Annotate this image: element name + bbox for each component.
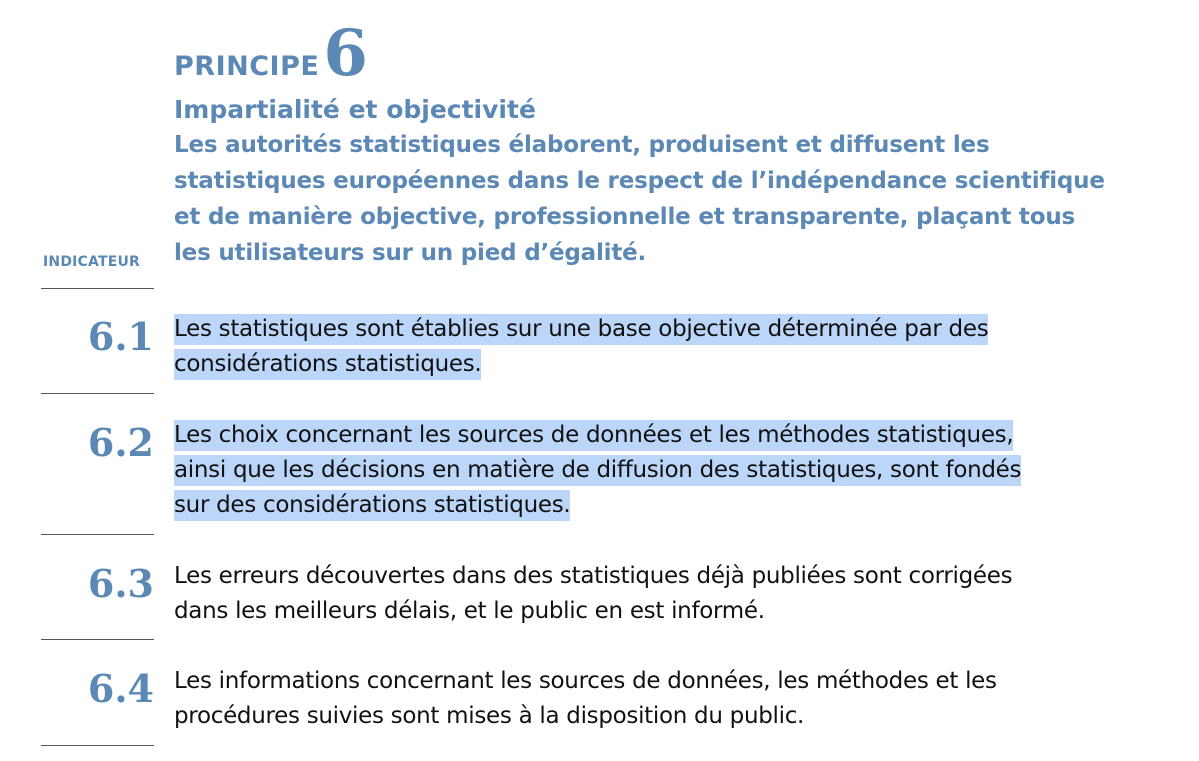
principle-word: PRINCIPE	[174, 51, 320, 82]
indicator-column-label: INDICATEUR	[43, 254, 141, 270]
principle-title-line	[174, 16, 1184, 92]
indicator-line: Les informations concernant les sources de données, les méthodes et les	[174, 668, 997, 694]
indicator-line: sur des considérations statistiques.	[174, 492, 571, 518]
statement-line: les utilisateurs sur un pied d’égalité.	[174, 240, 647, 266]
indicator-line: dans les meilleurs délais, et le public en est informé.	[174, 598, 765, 624]
principle-statement	[174, 127, 1184, 271]
statement-line: Les autorités statistiques élaborent, produisent et diffusent les	[174, 132, 990, 158]
indicator-line: Les erreurs découvertes dans des statistiques déjà publiées sont corrigées	[174, 563, 1013, 589]
divider	[41, 393, 154, 394]
indicator-text	[174, 559, 1134, 629]
indicator-line: Les choix concernant les sources de données et les méthodes statistiques,	[174, 422, 1014, 448]
divider	[41, 745, 154, 746]
indicator-text[interactable]	[174, 312, 1134, 382]
statement-line: et de manière objective, professionnelle et transparente, plaçant tous	[174, 204, 1075, 230]
indicator-line: considérations statistiques.	[174, 351, 482, 377]
divider	[41, 534, 154, 535]
principle-subtitle: Impartialité et objectivité	[174, 95, 536, 124]
statement-line: statistiques européennes dans le respect de l’indépendance scientifique	[174, 168, 1105, 194]
highlighted-text[interactable]	[174, 420, 1021, 521]
indicator-text[interactable]	[174, 418, 1134, 523]
principle-header	[174, 16, 1184, 271]
indicator-line: procédures suivies sont mises à la disposition du public.	[174, 703, 805, 729]
indicator-line: ainsi que les décisions en matière de diffusion des statistiques, sont fondés	[174, 457, 1022, 483]
highlighted-text[interactable]	[174, 314, 988, 380]
indicator-number: 6.3	[87, 561, 154, 606]
indicator-text	[174, 664, 1134, 734]
principle-number: 6	[323, 16, 368, 91]
divider	[41, 288, 154, 289]
indicator-number: 6.1	[87, 314, 154, 359]
divider	[41, 639, 154, 640]
indicator-number: 6.4	[87, 666, 154, 711]
indicator-line: Les statistiques sont établies sur une base objective déterminée par des	[174, 316, 989, 342]
indicator-number: 6.2	[87, 420, 154, 465]
